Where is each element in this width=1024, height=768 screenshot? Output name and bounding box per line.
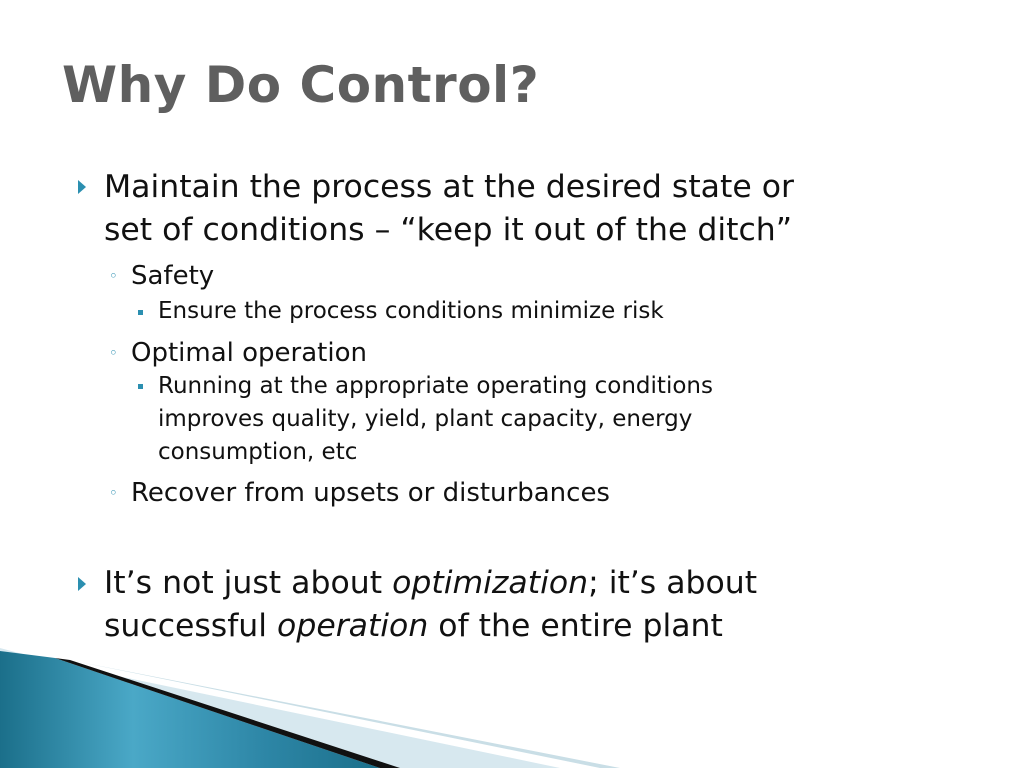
wave-blue-band <box>0 651 380 768</box>
emphasis-optimization: optimization <box>392 565 589 601</box>
bullet-line: successful operation of the entire plant <box>104 608 723 644</box>
sub-bullet-safety: Safety <box>131 261 215 291</box>
ring-bullet-icon: ◦ <box>109 484 118 502</box>
ring-bullet-icon: ◦ <box>109 344 118 362</box>
detail-line: consumption, etc <box>158 439 358 465</box>
ring-bullet-icon: ◦ <box>109 267 118 285</box>
sub-bullet-recover: Recover from upsets or disturbances <box>131 478 610 508</box>
sub-bullet-optimal-operation: Optimal operation <box>131 338 367 368</box>
emphasis-operation: operation <box>277 608 429 644</box>
detail-line: Running at the appropriate operating conditions <box>158 373 713 399</box>
detail-safety: Ensure the process conditions minimize risk <box>158 298 664 324</box>
slide-title: Why Do Control? <box>62 56 540 114</box>
bullet-line: It’s not just about optimization; it’s about <box>104 565 758 601</box>
bullet-line: set of conditions – “keep it out of the ditch” <box>104 212 793 248</box>
bullet-line: Maintain the process at the desired state or <box>104 169 794 205</box>
detail-line: improves quality, yield, plant capacity, energy <box>158 406 693 432</box>
